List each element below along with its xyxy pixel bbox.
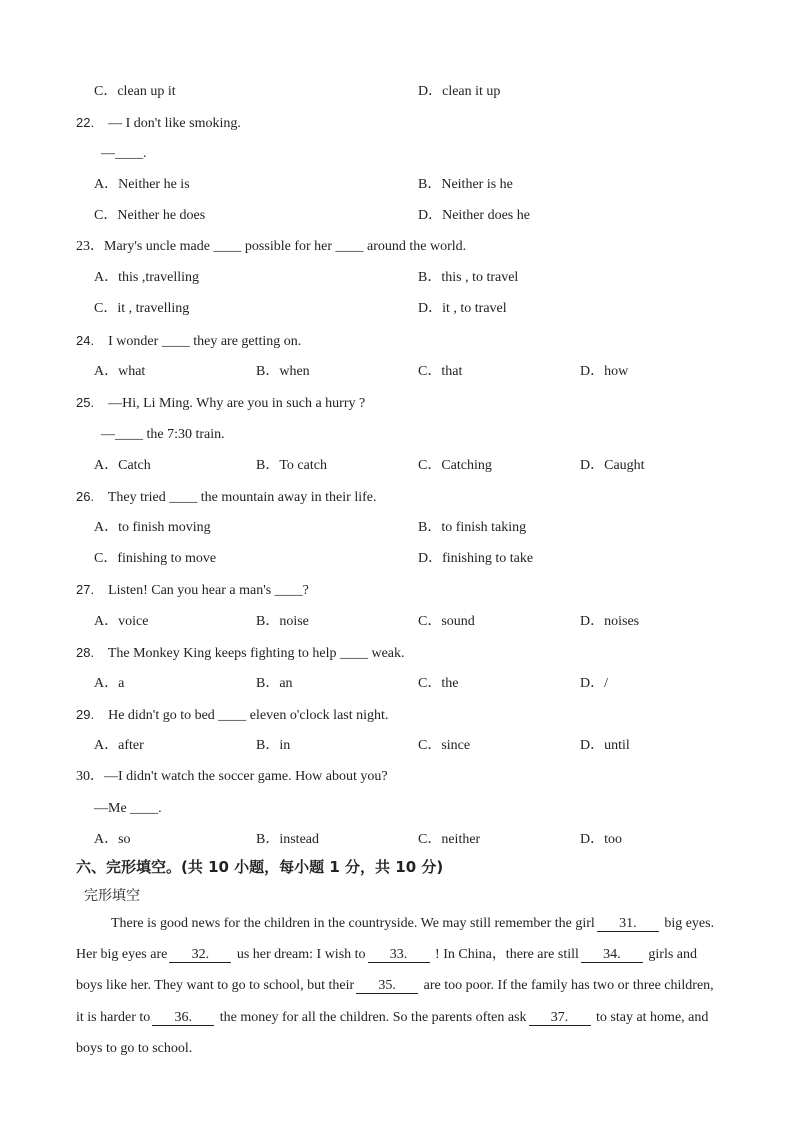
passage-text: There is good news for the children in the countryside. We may still remember the girl (111, 916, 595, 931)
q25-number: 25. (76, 395, 95, 410)
q26-option-c: C．finishing to move (94, 551, 217, 566)
passage-text: to stay at home, and (596, 1010, 709, 1025)
q25-reply: —____ the 7:30 train. (101, 427, 225, 442)
q29-stem-line (76, 706, 388, 725)
passage-text: the money for all the children. So the parents often ask (219, 1010, 527, 1025)
q28-option-b: B．an (256, 676, 293, 691)
q26-option-a: A．to finish moving (94, 520, 211, 535)
blank-35[interactable]: 35. (356, 978, 418, 994)
passage-line-5: boys to go to school. (76, 1041, 193, 1056)
blank-32[interactable]: 32. (169, 947, 231, 963)
q29-option-d: D．until (580, 738, 630, 753)
q28-number: 28. (76, 645, 95, 660)
q27-option-a: A．voice (94, 614, 149, 629)
q23-option-c: C．it , travelling (94, 301, 190, 316)
q25-option-a: A．Catch (94, 458, 151, 473)
q21-option-c: C．clean up it (94, 84, 176, 99)
q28-stem: The Monkey King keeps fighting to help ____ weak. (107, 646, 405, 661)
q26-number: 26. (76, 489, 95, 504)
q22-stem-line (76, 114, 241, 133)
q29-stem: He didn't go to bed ____ eleven o'clock last night. (108, 708, 389, 723)
q25-option-b: B．To catch (256, 458, 327, 473)
q27-option-c: C．sound (418, 614, 475, 629)
q30-option-a: A．so (94, 832, 131, 847)
q22-stem: — I don't like smoking. (108, 116, 241, 131)
passage-text: Her big eyes are (76, 947, 168, 962)
q27-stem: Listen! Can you hear a man's ____? (108, 583, 309, 598)
q25-stem-line (76, 394, 365, 413)
passage-text: are too poor. If the family has two or three children, (423, 978, 714, 993)
q22-option-a: A．Neither he is (94, 177, 190, 192)
passage-line-2 (76, 946, 748, 964)
q30-option-b: B．instead (256, 832, 319, 847)
q25-option-c: C．Catching (418, 458, 492, 473)
q23-option-a: A．this ,travelling (94, 270, 199, 285)
passage-line-3 (76, 977, 748, 995)
blank-31[interactable]: 31. (597, 916, 659, 932)
q22-reply: —____. (101, 146, 147, 161)
passage-text: us her dream: I wish to (236, 947, 366, 962)
q23-stem: 23．Mary's uncle made ____ possible for her ____ around the world. (76, 239, 467, 254)
q24-option-c: C．that (418, 364, 463, 379)
passage-text: it is harder to (76, 1010, 151, 1025)
passage-text: girls and (648, 947, 697, 962)
q22-option-c: C．Neither he does (94, 208, 206, 223)
q24-number: 24. (76, 333, 95, 348)
passage-line-4 (76, 1009, 748, 1027)
q29-number: 29. (76, 707, 95, 722)
q28-option-d: D．/ (580, 676, 608, 691)
q24-stem: I wonder ____ they are getting on. (108, 334, 302, 349)
q26-option-b: B．to finish taking (418, 520, 527, 535)
q27-option-b: B．noise (256, 614, 309, 629)
passage-text: ! In China，there are still (435, 947, 579, 962)
q24-option-d: D．how (580, 364, 629, 379)
q27-stem-line (76, 581, 309, 600)
q22-option-d: D．Neither does he (418, 208, 530, 223)
q29-option-b: B．in (256, 738, 291, 753)
q27-option-d: D．noises (580, 614, 640, 629)
passage-line-1 (76, 915, 748, 933)
q24-stem-line (76, 332, 301, 351)
blank-36[interactable]: 36. (152, 1010, 214, 1026)
q26-option-d: D．finishing to take (418, 551, 534, 566)
q29-option-c: C．since (418, 738, 471, 753)
q29-option-a: A．after (94, 738, 144, 753)
q22-number: 22. (76, 115, 95, 130)
passage-text: boys like her. They want to go to school, but their (76, 978, 355, 993)
q23-option-b: B．this , to travel (418, 270, 519, 285)
q22-option-b: B．Neither is he (418, 177, 513, 192)
q30-stem: 30．—I didn't watch the soccer game. How about you? (76, 769, 388, 784)
blank-34[interactable]: 34. (581, 947, 643, 963)
q28-stem-line (76, 644, 405, 663)
blank-33[interactable]: 33. (368, 947, 430, 963)
q27-number: 27. (76, 582, 95, 597)
q21-option-d: D．clean it up (418, 84, 501, 99)
q28-option-a: A．a (94, 676, 125, 691)
q30-option-c: C．neither (418, 832, 481, 847)
q26-stem: They tried ____ the mountain away in their life. (107, 490, 377, 505)
q24-option-a: A．what (94, 364, 146, 379)
section-title: 六、完形填空。(共 10 小题，每小题 1 分，共 10 分) (76, 858, 444, 876)
q30-option-d: D．too (580, 832, 622, 847)
q23-option-d: D．it , to travel (418, 301, 507, 316)
q30-reply: —Me ____. (94, 801, 162, 816)
q25-option-d: D．Caught (580, 458, 645, 473)
q25-stem: —Hi, Li Ming. Why are you in such a hurry ? (108, 396, 366, 411)
q24-option-b: B．when (256, 364, 310, 379)
passage-text: big eyes. (664, 916, 715, 931)
q28-option-c: C．the (418, 676, 459, 691)
section-subtitle: 完形填空 (84, 888, 140, 904)
blank-37[interactable]: 37. (529, 1010, 591, 1026)
q26-stem-line (76, 488, 376, 507)
